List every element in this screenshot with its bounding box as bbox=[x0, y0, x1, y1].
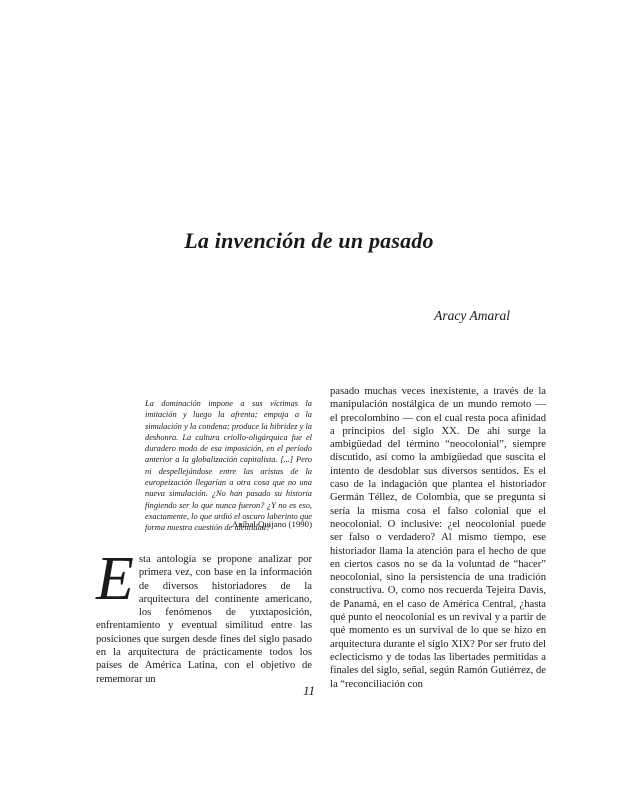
body-column-right bbox=[330, 385, 546, 691]
body-column-left bbox=[96, 545, 312, 686]
body-text-left: sta antología se propone analizar por primera vez, con base en la información de diversos historiadores de la arquitectura del continente americano, los fenómenos de yuxtaposición, enfrentamiento y eventual similitud entre las posiciones que surgen desde fines del siglo pasado en la arquitectura de prácticamente todos los países de América Latina, con el objetivo de rememorar un bbox=[96, 554, 312, 685]
page-number: 11 bbox=[302, 683, 316, 698]
body-text-right: pasado muchas veces inexistente, a través de la manipulación nostálgica de un mundo remoto — el precolombino — con el cual resta poca afinidad a principios del siglo XX. De ahí surge la ambigüedad del término “neocolonial”, siempre discutido, así como la ambigüedad que suscita el intento de desdoblar sus diversos sentidos. Es el caso de la indagación que plantea el historiador Germán Téllez, de Colombia, que se pregunta si sería la misma cosa el falso colonial que el neocolonial. O inclusive: ¿el neocolonial puede ser falso o verdadero? Al mismo tiempo, ese historiador llama la atención para el hecho de que en ciertos casos no se da la voluntad de “hacer” neocolonial, sino la persistencia de una tradición constructiva. O, como nos recuerda Tejeira Davis, de Panamá, en el caso de América Central, ¿hasta qué punto el neocolonial es un revival y a partir de qué momento es un survival de lo que se hizo en arquitectura durante el siglo XIX? Por ser fruto del eclecticismo y de todas las libertades permitidas a finales del siglo, señal, según Ramón Gutiérrez, de la “reconciliación con bbox=[330, 386, 546, 690]
epigraph-attribution: Aníbal Quijano (1990) bbox=[231, 519, 312, 529]
drop-cap: E bbox=[96, 545, 134, 613]
article-title: La invención de un pasado bbox=[184, 228, 434, 253]
author-name: Aracy Amaral bbox=[434, 308, 510, 323]
epigraph-quote: La dominación impone a sus víctimas la imitación y luego la afrenta; empuja a la simulación y la condena; produce la hibridez y la deshonra. La cultura criollo-oligárquica fue el duradero modo de esa imposición, en el período anterior a la globalización capitalista. [...] Pero ni despellejándose entre las aristas de la europeización llegarían a otra cosa que no una nueva simulación. ¿No han pasado su historia fingiendo ser lo que nunca fueron? ¿Y no es eso, exactamente, lo que urdió el oscuro laberinto que forma nuestra cuestión de identidad? bbox=[145, 399, 312, 533]
